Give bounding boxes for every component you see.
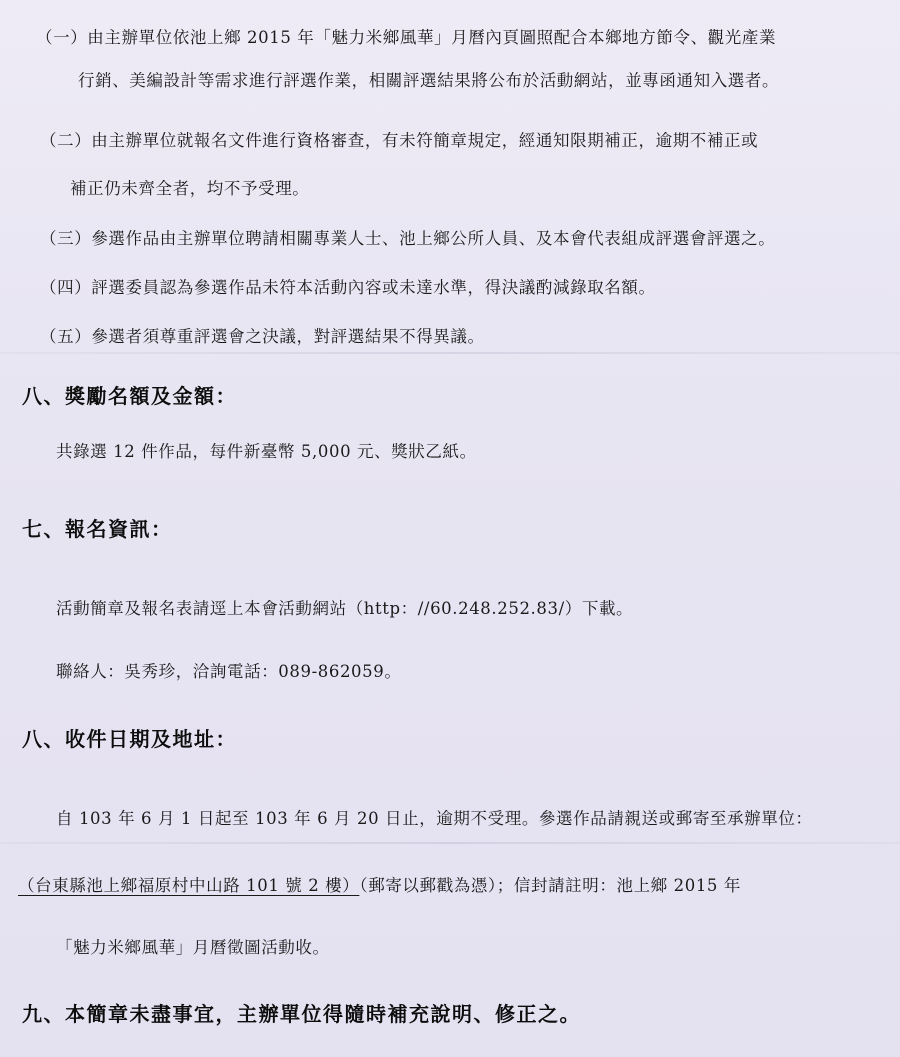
review-item-1-line-2: 行銷、美編設計等需求進行評選作業，相關評選結果將公布於活動網站，並專函通知入選者。 <box>78 71 780 90</box>
paper-fold-line <box>0 352 900 354</box>
info-contact-text: 聯絡人：吳秀珍，洽詢電話：089-862059。 <box>56 662 402 681</box>
receipt-date-text: 自 103 年 6 月 1 日起至 103 年 6 月 20 日止，逾期不受理。參選作品請親送或郵寄至承辦單位： <box>56 809 813 828</box>
receipt-envelope-note: 「魅力米鄉風華」月曆徵圖活動收。 <box>56 938 330 957</box>
review-item-2-line-1: （二）由主辦單位就報名文件進行資格審查，有未符簡章規定，經通知限期補正，逾期不補正或 <box>40 131 759 150</box>
award-heading: 八、獎勵名額及金額： <box>22 384 237 408</box>
review-item-2-line-2: 補正仍未齊全者，均不予受理。 <box>70 179 310 198</box>
paper-fold-line <box>0 842 900 844</box>
receipt-address: （台東縣池上鄉福原村中山路 101 號 2 樓） <box>18 876 360 895</box>
misc-heading: 九、本簡章未盡事宜，主辦單位得隨時補充說明、修正之。 <box>22 1002 581 1026</box>
review-item-3: （三）參選作品由主辦單位聘請相關專業人士、池上鄉公所人員、及本會代表組成評選會評選之。 <box>40 229 776 248</box>
receipt-heading: 八、收件日期及地址： <box>22 727 237 751</box>
info-heading: 七、報名資訊： <box>22 517 173 541</box>
review-item-1-line-1: （一）由主辦單位依池上鄉 2015 年「魅力米鄉風華」月曆內頁圖照配合本鄉地方節令、觀光產業 <box>36 28 777 47</box>
receipt-address-note: （郵寄以郵戳為憑）；信封請註明：池上鄉 2015 年 <box>359 876 741 895</box>
receipt-address-line <box>18 872 741 896</box>
review-item-5: （五）參選者須尊重評選會之決議，對評選結果不得異議。 <box>40 327 485 346</box>
award-text: 共錄選 12 件作品，每件新臺幣 5,000 元、獎狀乙紙。 <box>56 442 477 461</box>
info-website-text: 活動簡章及報名表請逕上本會活動網站（http：//60.248.252.83/）下載。 <box>56 599 634 618</box>
review-item-4: （四）評選委員認為參選作品未符本活動內容或未達水準，得決議酌減錄取名額。 <box>40 278 656 297</box>
